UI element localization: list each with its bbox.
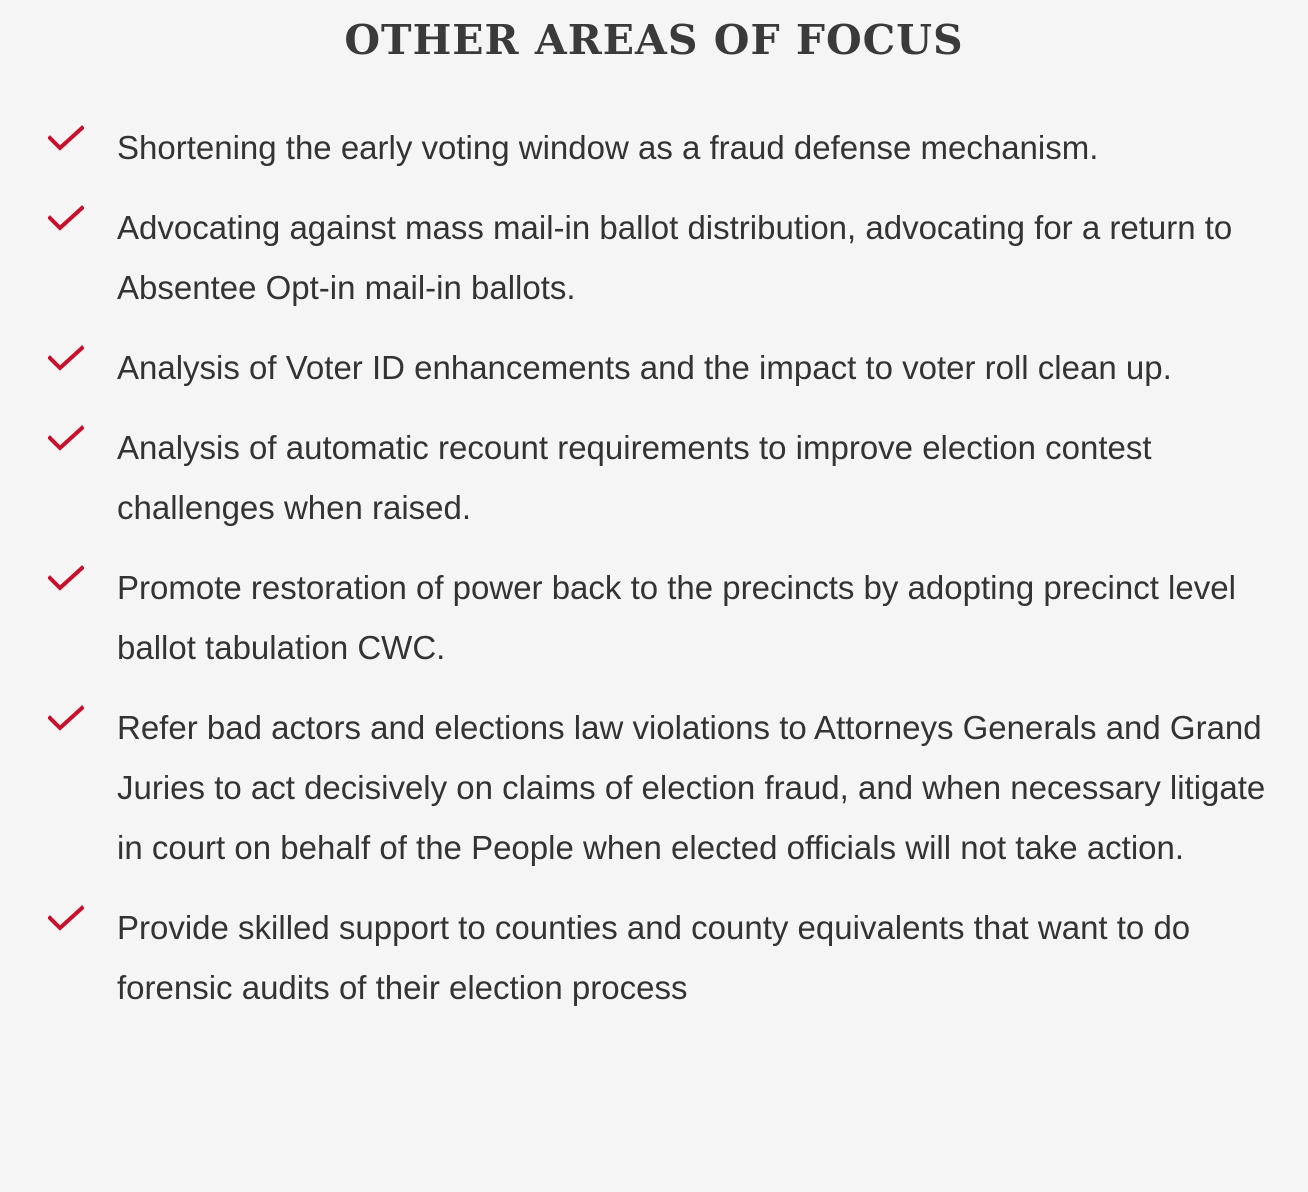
checkmark-icon bbox=[48, 905, 84, 933]
list-item-text: Analysis of automatic recount requirements to improve election contest challenges when raised. bbox=[117, 429, 1152, 526]
checkmark-icon bbox=[48, 565, 84, 593]
list-item-text: Provide skilled support to counties and county equivalents that want to do forensic audits of their election process bbox=[117, 909, 1191, 1006]
checkmark-icon bbox=[48, 705, 84, 733]
list-item-text: Analysis of Voter ID enhancements and the impact to voter roll clean up. bbox=[117, 349, 1172, 386]
list-item bbox=[0, 898, 1308, 1018]
list-item-text: Refer bad actors and elections law violations to Attorneys Generals and Grand Juries to act decisively on claims of election fraud, and when necessary litigate in court on behalf of the People when elected officials will not take action. bbox=[117, 709, 1266, 866]
list-item-text: Shortening the early voting window as a fraud defense mechanism. bbox=[117, 129, 1099, 166]
list-item-text: Promote restoration of power back to the precincts by adopting precinct level ballot tabulation CWC. bbox=[117, 569, 1236, 666]
page-title: OTHER AREAS OF FOCUS bbox=[344, 16, 964, 64]
checkmark-icon bbox=[48, 205, 84, 233]
focus-list bbox=[0, 118, 1308, 1038]
list-item bbox=[0, 118, 1308, 178]
checkmark-icon bbox=[48, 345, 84, 373]
list-item-text: Advocating against mass mail-in ballot distribution, advocating for a return to Absentee Opt-in mail-in ballots. bbox=[117, 209, 1233, 306]
checkmark-icon bbox=[48, 425, 84, 453]
list-item bbox=[0, 698, 1308, 878]
checkmark-icon bbox=[48, 125, 84, 153]
list-item bbox=[0, 198, 1308, 318]
list-item bbox=[0, 418, 1308, 538]
list-item bbox=[0, 338, 1308, 398]
list-item bbox=[0, 558, 1308, 678]
